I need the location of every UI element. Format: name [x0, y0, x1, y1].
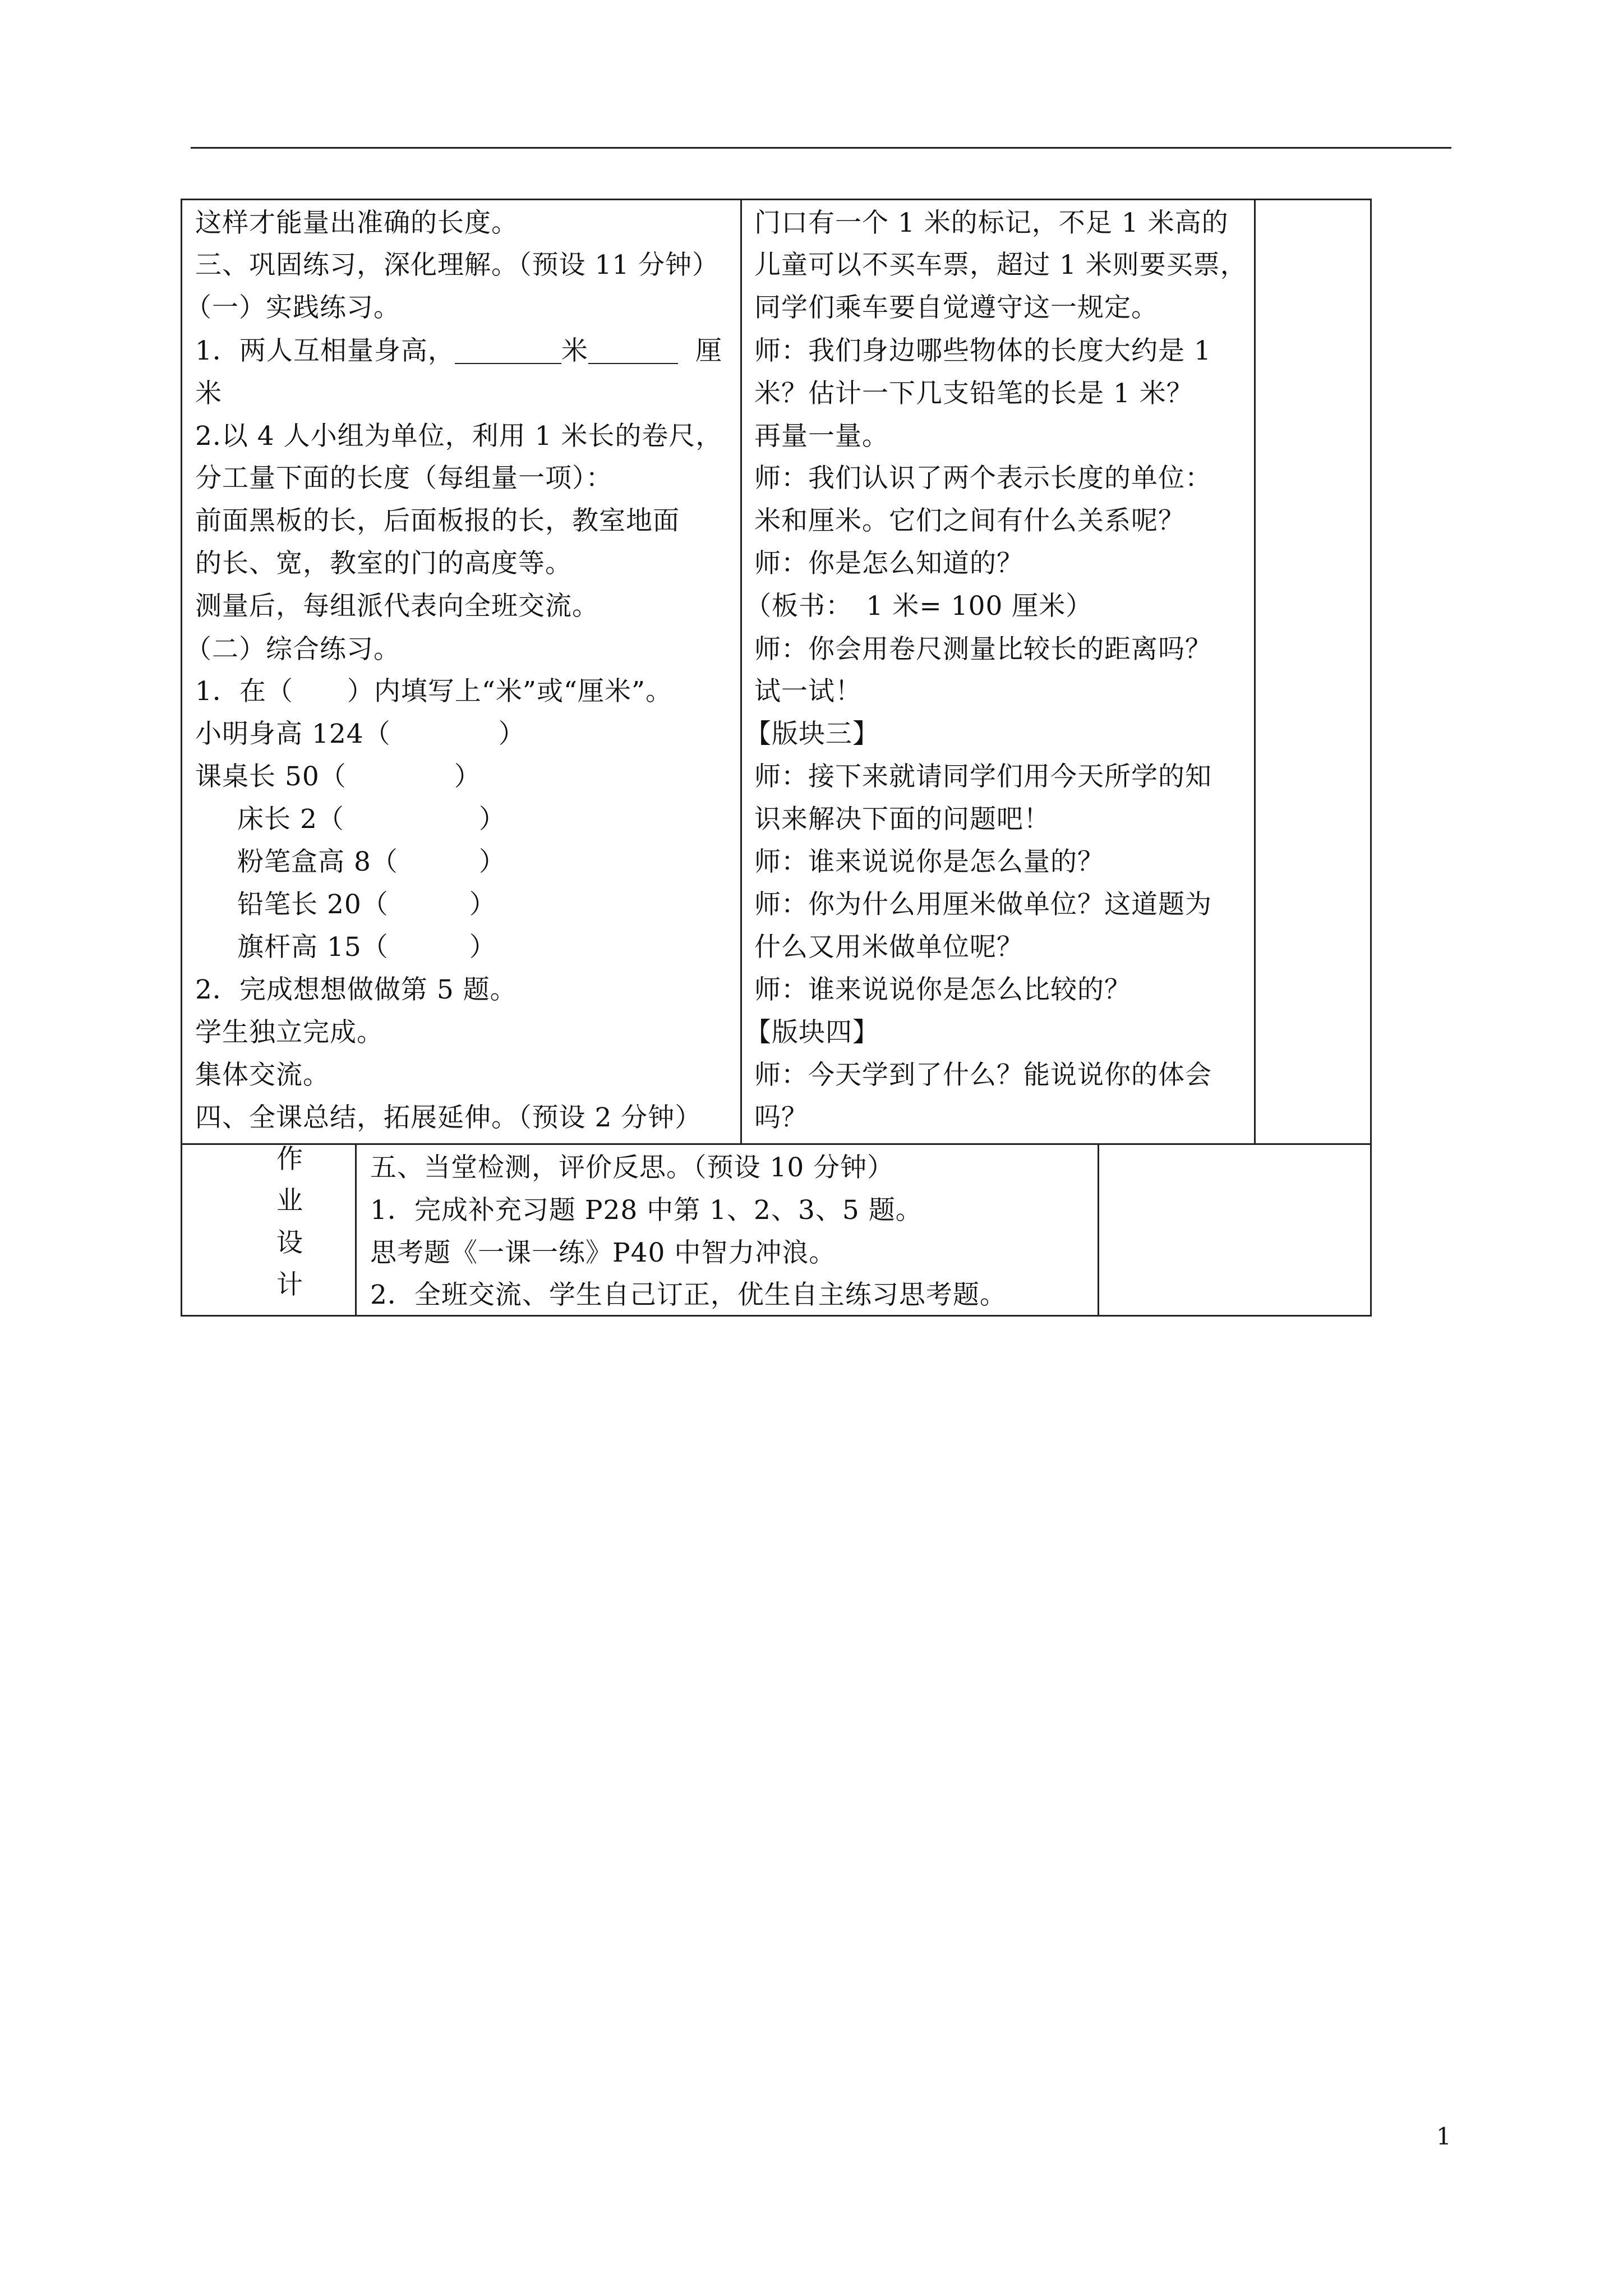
homework-line: 2．全班交流、学生自己订正，优生自主练习思考题。	[370, 1280, 1007, 1310]
answer-blank	[588, 338, 678, 364]
section-heading: 【版块三】	[745, 719, 879, 749]
row-divider	[181, 1143, 1372, 1145]
left-line: 集体交流。	[195, 1060, 330, 1091]
table-left-border	[181, 199, 182, 1316]
left-line: 四、全课总结，拓展延伸。（预设 2 分钟）	[195, 1102, 702, 1133]
table-bottom-border	[181, 1315, 1372, 1317]
homework-label-char: 业	[276, 1185, 303, 1216]
homework-right-divider	[1098, 1143, 1099, 1316]
left-line: 1．在（ ）内填写上“米”或“厘米”。	[195, 676, 673, 707]
left-line: 测量后，每组派代表向全班交流。	[195, 591, 599, 622]
left-line: 的长、宽，教室的门的高度等。	[195, 548, 572, 579]
homework-line: 思考题《一课一练》P40 中智力冲浪。	[370, 1237, 836, 1268]
left-line: 旗杆高 15（ ）	[210, 932, 496, 963]
right-line: 试一试！	[754, 676, 862, 707]
left-line: 粉笔盒高 8（ ）	[210, 846, 506, 877]
section-heading: 【版块四】	[745, 1017, 879, 1048]
right-line: 同学们乘车要自觉遵守这一规定。	[754, 292, 1158, 323]
right-line: 师：谁来说说你是怎么比较的？	[754, 974, 1131, 1005]
left-line: 三、巩固练习，深化理解。（预设 11 分钟）	[195, 250, 720, 280]
right-line: 师：你为什么用厘米做单位？这道题为	[754, 889, 1212, 920]
column-divider-1	[740, 199, 742, 1144]
homework-label-divider	[355, 1143, 357, 1316]
right-line: 吗？	[754, 1102, 808, 1133]
left-line: 课桌长 50（ ）	[195, 761, 481, 792]
left-line: （一）实践练习。	[185, 292, 400, 323]
unit-li: 厘	[695, 335, 722, 366]
right-line: 门口有一个 1 米的标记，不足 1 米高的	[754, 208, 1229, 238]
left-line-height-exercise	[195, 335, 722, 366]
right-line: 师：我们身边哪些物体的长度大约是 1	[754, 335, 1211, 366]
left-line: 前面黑板的长，后面板报的长，教室地面	[195, 505, 680, 536]
homework-label-char: 作	[276, 1144, 303, 1175]
right-line: 再量一量。	[754, 421, 889, 452]
right-line: 识来解决下面的问题吧！	[754, 804, 1050, 835]
right-line: 师：接下来就请同学们用今天所学的知	[754, 761, 1212, 792]
homework-line: 1．完成补充习题 P28 中第 1、2、3、5 题。	[370, 1195, 923, 1226]
left-line: 米	[195, 378, 222, 409]
table-right-border	[1370, 199, 1372, 1316]
right-line: 儿童可以不买车票，超过 1 米则要买票，	[754, 250, 1247, 280]
left-line: 分工量下面的长度（每组量一项）：	[195, 463, 613, 494]
left-line: （二）综合练习。	[185, 634, 400, 665]
left-line: 床长 2（ ）	[210, 804, 506, 835]
left-line: 这样才能量出准确的长度。	[195, 208, 518, 238]
unit-meter: 米	[561, 335, 588, 366]
page-number: 1	[1436, 2123, 1451, 2150]
right-line: 米？估计一下几支铅笔的长是 1 米？	[754, 378, 1193, 409]
homework-line: 五、当堂检测，评价反思。（预设 10 分钟）	[370, 1152, 895, 1183]
left-line: 小明身高 124（ ）	[195, 719, 525, 749]
left-line: 铅笔长 20（ ）	[210, 889, 496, 920]
answer-blank	[455, 338, 561, 364]
exercise-text: 1．两人互相量身高，	[195, 335, 455, 366]
right-line: （板书： 1 米= 100 厘米）	[745, 591, 1093, 622]
left-line: 2．完成想想做做第 5 题。	[195, 974, 517, 1005]
right-line: 什么又用米做单位呢？	[754, 932, 1023, 963]
header-rule	[191, 147, 1451, 149]
homework-label-char: 设	[276, 1227, 303, 1258]
right-line: 米和厘米。它们之间有什么关系呢？	[754, 505, 1185, 536]
right-line: 师：你会用卷尺测量比较长的距离吗？	[754, 634, 1212, 665]
table-top-border	[181, 199, 1372, 200]
right-line: 师：我们认识了两个表示长度的单位：	[754, 463, 1212, 494]
homework-label-char: 计	[276, 1269, 303, 1300]
right-line: 师：谁来说说你是怎么量的？	[754, 846, 1104, 877]
column-divider-2	[1254, 199, 1256, 1144]
left-line: 学生独立完成。	[195, 1017, 384, 1048]
right-line: 师：你是怎么知道的？	[754, 548, 1023, 579]
left-line: 2.以 4 人小组为单位，利用 1 米长的卷尺，	[195, 421, 723, 452]
right-line: 师：今天学到了什么？能说说你的体会	[754, 1060, 1212, 1091]
